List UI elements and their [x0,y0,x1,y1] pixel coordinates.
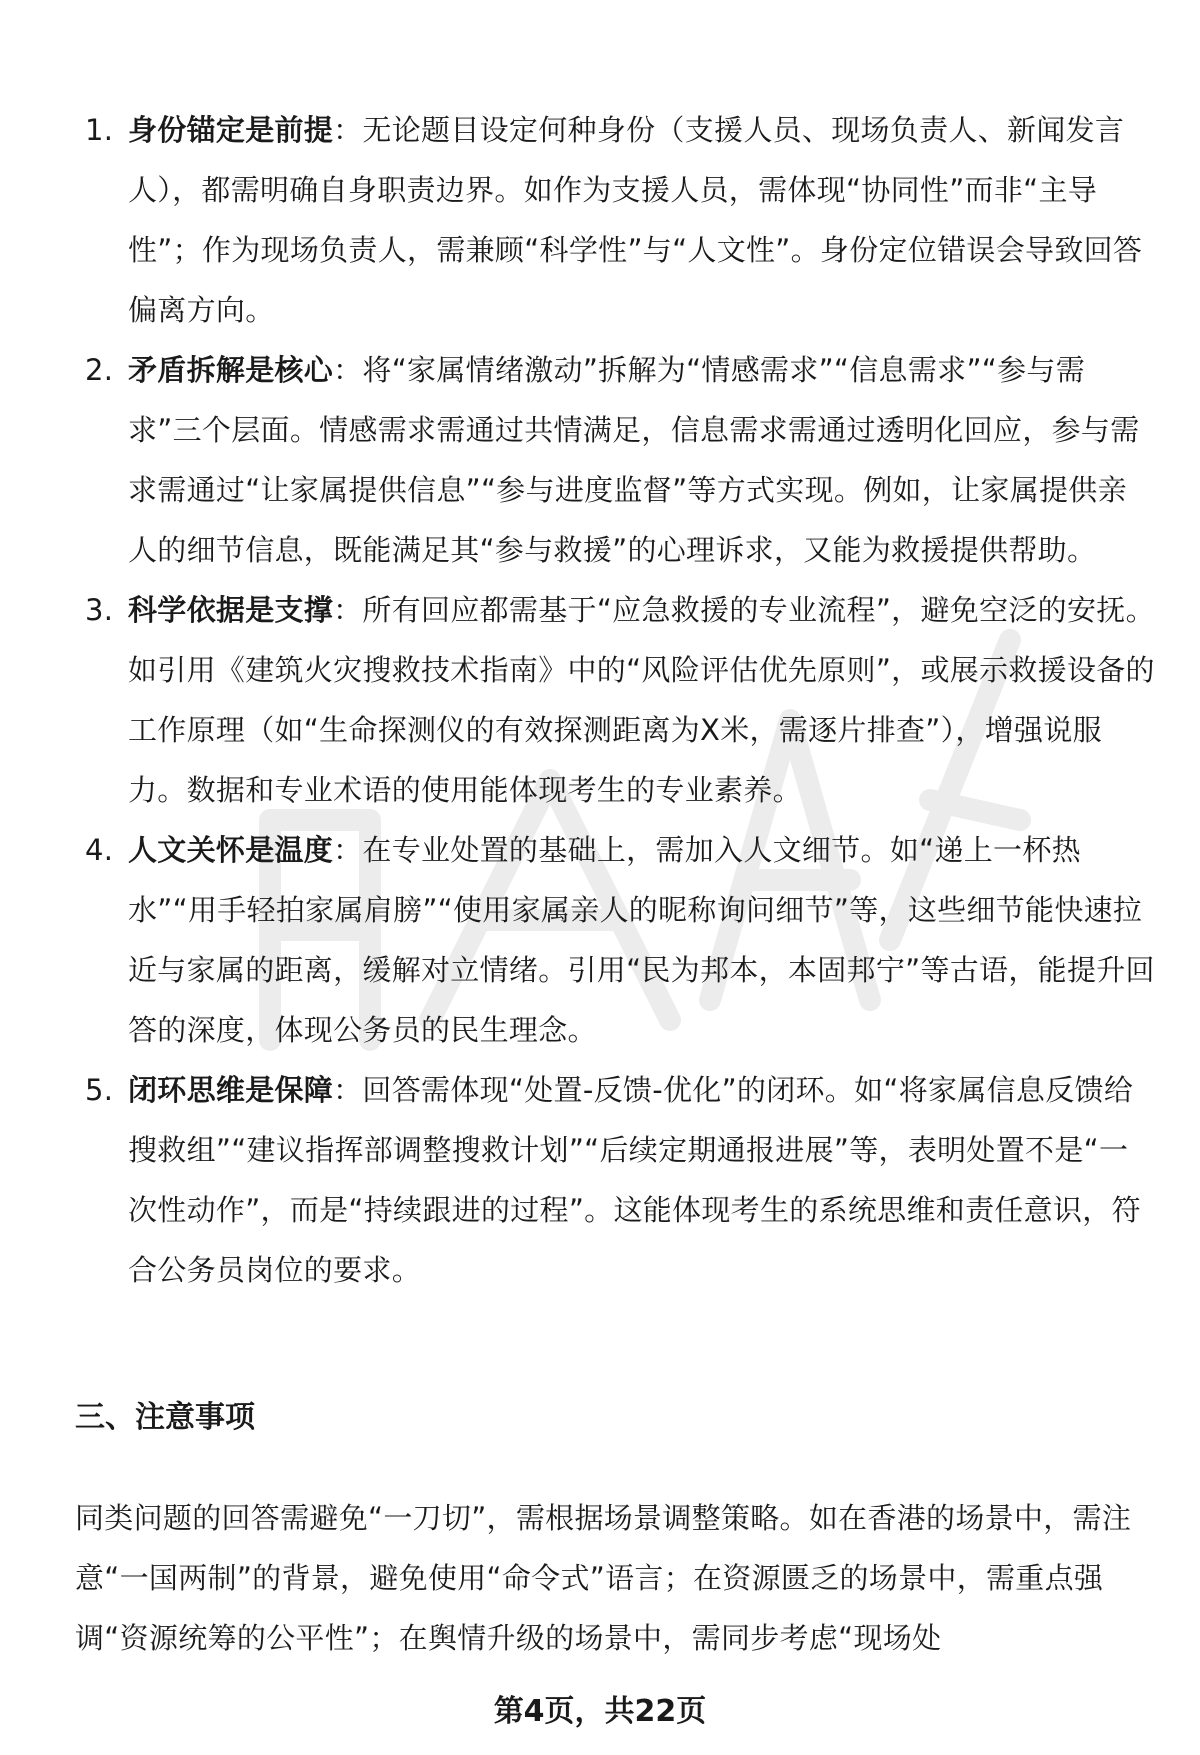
section-heading: 三、注意事项 [75,1400,255,1435]
section-paragraph: 同类问题的回答需避免“一刀切”，需根据场景调整策略。如在香港的场景中，需注意“一国两制”的背景，避免使用“命令式”语言；在资源匮乏的场景中，需重点强调“资源统筹的公平性”；在舆情升级的场景中，需同步考虑“现场处 [75,1501,1132,1655]
list-item-title: 矛盾拆解是核心 [128,353,334,387]
list-item-body: 将“家属情绪激动”拆解为“情感需求”“信息需求”“参与需求”三个层面。情感需求需通过共情满足，信息需求需通过透明化回应，参与需求需通过“让家属提供信息”“参与进度监督”等方式实现。例如，让家属提供亲人的细节信息，既能满足其“参与救援”的心理诉求，又能为救援提供帮助。 [128,353,1140,567]
list-item-separator: ： [333,593,363,627]
list-item-body: 所有回应都需基于“应急救援的专业流程”，避免空泛的安抚。如引用《建筑火灾搜救技术指南》中的“风险评估优先原则”，或展示救援设备的工作原理（如“生命探测仪的有效探测距离为X米，需逐片排查”），增强说服力。数据和专业术语的使用能体现考生的专业素养。 [128,593,1155,807]
list-item-separator: ： [333,1073,363,1107]
list-item-number: 1. [85,113,114,147]
key-points-list [75,100,1155,1300]
list-item-title: 闭环思维是保障 [128,1073,334,1107]
list-item [75,100,1155,340]
list-item-body: 回答需体现“处置-反馈-优化”的闭环。如“将家属信息反馈给搜救组”“建议指挥部调整搜救计划”“后续定期通报进展”等，表明处置不是“一次性动作”，而是“持续跟进的过程”。这能体现考生的系统思维和责任意识，符合公务员岗位的要求。 [128,1073,1141,1287]
list-item-number: 5. [85,1073,114,1107]
list-item [75,340,1155,580]
list-item-number: 3. [85,593,114,627]
list-item [75,1060,1155,1300]
list-item-body: 在专业处置的基础上，需加入人文细节。如“递上一杯热水”“用手轻拍家属肩膀”“使用家属亲人的昵称询问细节”等，这些细节能快速拉近与家属的距离，缓解对立情绪。引用“民为邦本，本固邦宁”等古语，能提升回答的深度，体现公务员的民生理念。 [128,833,1155,1047]
list-item-title: 人文关怀是温度 [128,833,334,867]
list-item-number: 2. [85,353,114,387]
list-item-separator: ： [333,113,363,147]
page-number: 第4页，共22页 [493,1694,707,1729]
list-item [75,580,1155,820]
list-item-title: 科学依据是支撑 [128,593,334,627]
list-item-body: 无论题目设定何种身份（支援人员、现场负责人、新闻发言人），都需明确自身职责边界。如作为支援人员，需体现“协同性”而非“主导性”；作为现场负责人，需兼顾“科学性”与“人文性”。身份定位错误会导致回答偏离方向。 [128,113,1143,327]
list-item-title: 身份锚定是前提 [128,113,334,147]
list-item-separator: ： [333,353,363,387]
list-item-number: 4. [85,833,114,867]
list-item-separator: ： [333,833,363,867]
list-item [75,820,1155,1060]
